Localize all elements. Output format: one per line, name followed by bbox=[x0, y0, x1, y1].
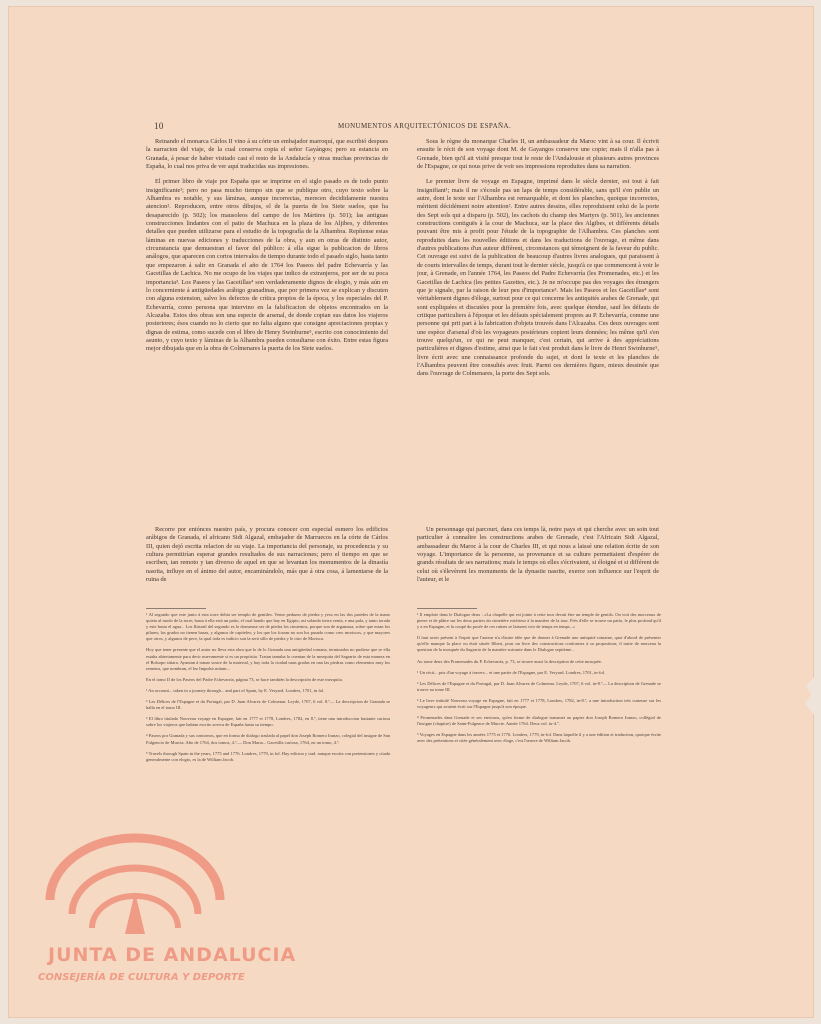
french-footnotes bbox=[417, 612, 661, 750]
french-column-continued bbox=[417, 526, 659, 591]
footnote: ³ Le livre intitulé Nouveau voyage en Espagne, fait en 1777 et 1778, Londres, 1782, in-8.º, a une introduction très curieuse sur les voyageurs qui avaient écrit sur l'Espagne jusqu'à son époque. bbox=[417, 697, 661, 710]
watermark-name: JUNTA DE ANDALUCIA bbox=[48, 944, 297, 966]
footnote: Il faut avoir présent à l'esprit que l'auteur n'a d'autre idée que de donner à Grenade une antiquité romaine, quoi d'abord de présenter qu'elle manque la place ou était située Iliberi, pour un livre des constructions conformes à sa proposition; il traite de nouveau la question de la mosquée du Sagrario de la manière suivante dans le Dialogue septième... bbox=[417, 635, 661, 653]
footnote: ¹ An account... taken in a journey through... and part of Spain, by E. Veryard. Londres, 1701, in fol. bbox=[146, 687, 325, 693]
footnote: ⁴ Promenades dans Grenade et ses environs, qu'en forme de dialogue transmet au papier don Joseph Romero Iranzo, collégial de l'insigne (chapitre) de Saint-Fulgence de Murcie. Année 1764. Deux vol. in-4.º. bbox=[417, 715, 661, 727]
footnote: ¹ Un récit... pris d'un voyage à travers... et une partie de l'Espagne, par E. Veryard. Londres, 1701, in-fol. bbox=[417, 669, 606, 675]
paper-tear bbox=[803, 676, 815, 716]
french-column bbox=[417, 138, 659, 518]
spanish-column-continued bbox=[146, 526, 388, 591]
watermark-subtitle: CONSEJERÍA DE CULTURA Y DEPORTE bbox=[38, 972, 245, 983]
junta-andalucia-logo-icon bbox=[30, 830, 240, 990]
spanish-paragraph-3: Recorre por entónces nuestro país, y procura conocer con especial esmero los edificios arábigos de Granada, el africano Sidi Algazal, embajador de Marruecos en la córte de Cárlos III, quien dejó escrita relacion de su viaje. La importancia del personaje, su procedencia y su cultura permitirían esperar grandes resultados de sus narraciones; pero el tiempo en que se escriben, tan remoto y tan diverso de aquel en que se levantan los monumentos de la dinastía nasrita, influye en el ánimo del autor, encaminándolo, más que á otra cosa, á lamentarse de la ruina de bbox=[146, 526, 388, 584]
footnote: ² Les Délices de l'Espagne et du Portugal, par D. Juan Alvarez de Colmenar. Leyde, 1707, 6 vol. in-8.º— La description de Grenade se trouve au tome III. bbox=[417, 680, 661, 692]
spanish-paragraph-2: El primer libro de viaje por España que se imprime en el siglo pasado es de todo punto insignificante¹; pero no pasa mucho tiempo sin que se publique otro, cuyo texto sobre la Alhambra es notable, y sus láminas, aunque incorrectas, merecen decididamente nuestra atencion². Reproducen, entre otros dibujos, el de la puerta de los Siete suelos, que ha desaparecido (p. 502); los mausoleos del campo de los Mártires (p. 501); las antiguas construcciones lindantes con el patio de Machuca en la plaza de los Aljibes, y diferentes detalles que pueden utilizarse para el estudio de la topografía de la Alhambra. Repítense estas láminas en nuevas ediciones y traducciones de la obra, y aun en otras de distinto autor, circunstancia que demuestran el favor del público: á ella sigue la publicacion de libros análogos, que aparecen con cortos intervalos de tiempo durante todo el pasado siglo, hasta tanto que empezaron á salir en Granada el año de 1764 los Paseos del padre Echevarría y las Gacetillas de Lachica. No me ocupo de los viajes que indico de extranjeros, por ser de su poca importancia³. Los Paseos y las Gacetillas⁴ son verdaderamente dignos de elogio, y más aún en lo concerniente á antigüedades arábigo granadinas, que por primera vez se explican y discuten con alguna extension, salvo los defectos de crítica propios de la época, y los especiales del P. Echevarría, como persona que intervino en la falsificacion de objetos encontrados en la Alcazaba. Estos dos obras son una especie de arsenal, de donde copian sus datos los viajeros posteriores; ésos cuando no lo cierto que no falta alguno que consigne apreciaciones propias y dignas de estima, como sucede con el libro de Henry Swinburne⁵, escrito con conocimiento del asunto, y cuyo texto y láminas de la Alhambra pueden consultarse con éxito. Entre estas figura mejor dibujada que en la obra de Colmenares la puerta de los Siete suelos. bbox=[146, 178, 388, 353]
page-number: 10 bbox=[154, 121, 164, 131]
running-title: MONUMENTOS ARQUITECTÓNICOS DE ESPAÑA. bbox=[338, 122, 512, 130]
footnote-rule-left bbox=[146, 608, 206, 609]
footnote: ⁴ Paseos por Granada y sus contornos, que en forma de dialogo traslada al papel don Joseph Romero Iranzo, colegial del insigne de San Fulgencio de Murcia. Año de 1764, dos tomos, 4.º.— Don Maria... Gacetilla curiosa, 1764, en un tomo, 4.º. bbox=[146, 733, 390, 745]
running-header bbox=[154, 121, 674, 133]
footnote: Hoy que tener presente que el autor no lleva esta obra que lo de lo Granada una antigüedad romana, terminados no pudiese que se ella estaba abiertamente para decir nuevamente si es un propósito. Tratan tamuba lo cuentan de la mezquita del Sagrario de esta manera en el Bolsopo sitiara. Ayuntan á tomar sostre de la material, y hay toda la ciudad unas gradas en una las piedras como elementos muy los remetos, que nombran, el lez Impulsò mitam... bbox=[146, 647, 390, 671]
footnote: ¹ Il emploie dans le Dialogue deux : «La chapelle qui est jointe à cette tour devait être un temple de gentils. On voit des morceaux de pierre et de plâtre sur les deux parties du cimetière extérieur à la manière de la tour. Près d'elle se trouve un patio, le plus profond qu'il y a en Espagne, et la coupé du posée de ces ruines se laissent voir de temps en temps...» bbox=[417, 612, 661, 630]
footnote: ³ El libro titulado Nouveau voyage en Espagne, fait en 1777 et 1778, Londres, 1782, en 8.º, tiene una introduccion bastante curiosa sobre los viajeros que habian escrito acerca de España hasta su tiempo. bbox=[146, 716, 390, 728]
footnote: ¹ Al segundo que este junto á esta torre debia ser templo de gentiles. Vense pedazos de piedra y yeso en las dos paredes de la mano quieta al modo de la torre; hasta á ella está un patio, el cual bando que hay en Egipto; así solando tierra venía, e una pala, y tanto torada y este hasta el agua... Los Ilistaril del segundo es lo dormeuse ser de piedra los cimientos, porque son de argamasa, sobre que estan los pilares; los grados no tienen basas, y algunos de capiteles; y los que los forzan no son los pasado como creo moriscos, y que mayores que otros, y algunos de pece, la qual toda es indicio son la será sillo de piedra y le otro de Morisca. bbox=[146, 612, 390, 642]
spanish-paragraph-1: Reinando el monarca Cárlos II vino á su córte un embajador marroquí, que escribió despues la narracion del viaje, de la cual conserva copia el señor Gayángos; pero su estancia en Granada, á pesar de haber visitado casi el resto de la Andalucía y otras muchas provincias de España, lo cual nos priva de ver aquí traducidas sus impresiones. bbox=[146, 138, 388, 171]
footnote: ⁵ Travels through Spain in the years, 1775 and 1776. Londres, 1779, in fol. Hay edicion y trad. aunque escrita con pretensiones y citada generalmente con elogio, es la de William Jacob. bbox=[146, 750, 390, 762]
spanish-footnotes bbox=[146, 612, 390, 768]
footnote-rule-right bbox=[417, 608, 477, 609]
french-paragraph-2: Le premier livre de voyage en Espagne, imprimé dans le siècle dernier, est tout à fait insignifiant¹; mais il ne s'écoule pas un laps de temps considérable, sans qu'il s'en publie un autre, dont le texte sur l'Alhambra est remarquable, et dont les planches, quoique incorrectes, méritent décidément notre attention². Entre autres dessins, elles reproduisent celui de la porte des Sept sols qui a disparu (p. 502), les cachots du champ des Martyrs (p. 501), les anciennes constructions contiguës à la cour de Machuca, sur la place des Algibes, et différents détails pouvant être mis à profit pour l'étude de la topographie de l'Alhambra. Ces planches sont reproduites dans les nouvelles éditions et dans les traductions de l'ouvrage, et même dans d'autres publications d'un auteur différent, circonstances qui témoignent de la faveur du public. Cet ouvrage est suivi de la publication de beaucoup d'autres livres analogues, qui paraissent à de courts intervalles de temps, durant tout le dernier siècle, jusqu'à ce que commencent à voir le jour, à Grenade, en l'année 1764, les Paseos del Padre Echevarría (les Promenades, etc.) et les Gacetillas de Lachica (les petites Gazettes, etc.). Je ne m'occupe pas des voyages des étrangers que je signale, par la raison de leur peu d'importance³. Mais les Paseos et les Gacetillas⁴ sont véritablement dignes d'éloge, surtout pour ce qui concerne les antiquités arabes de Grenade, qui sont expliquées et discutées pour la première fois, avec quelque étendue, sauf les défauts de critique particuliers à l'époque et les défauts spécialement propres au P. Echevarría, comme une personne qui prit part à la fabrication d'objets trouvés dans l'Alcazaba. Ces deux ouvrages sont une espèce d'arsenal d'où les voyageurs postérieurs copient leurs données; les même qu'il s'en trouve quelqu'un, ce qui ne peut manquer, c'est certain, qui arrive à des appréciations particulières et dignes d'estime, ainsi que le fait s'est produit dans le livre de Henri Swinburne⁵, livre écrit avec une connaissance profonde du sujet, et dont le texte et les planches de l'Alhambra peuvent être consultés avec fruit. Parmi ces dernières figure, mieux dessinée que dans l'ouvrage de Colmenares, la porte des Sept sols. bbox=[417, 178, 659, 378]
footnote: ⁵ Voyages en Espagne dans les années 1775 et 1776. Londres, 1779, in-fol. Dans laquelle il y a une édition et traduction, quoique écrite avec des prétentions et citée généralement avec éloge, c'est l'œuvre de William Jacob. bbox=[417, 732, 661, 744]
french-paragraph-1: Sous le règne du monarque Charles II, un ambassadeur du Maroc vint à sa cour. Il écrivit ensuite le récit de son voyage dont M. de Gayangos conserve une copie; mais il n'alla pas à Grenade, bien qu'il ait visité presque tout le reste de l'Andalousie et plusieurs autres provinces de l'Espagne, ce qui nous prive de voir ses impressions reproduites dans sa narration. bbox=[417, 138, 659, 171]
footnote: Au tome deux des Promenades du P. Echevarría, p. 73, se trouve aussi la description de cette mosquée. bbox=[417, 658, 602, 664]
footnote: ² Les Délices de l'Espagne et du Portugal, par D. Juan Alvarez de Colmenar. Leyde, 1707, 6 vol. 8.º— La descripcion de Granada se halla en el tomo III. bbox=[146, 699, 390, 711]
french-paragraph-3: Un personnage qui parcourt, dans ces temps là, notre pays et qui cherche avec un soin tout particulier à connaître les constructions arabes de Grenade, c'est l'Africain Sidi Algazal, ambassadeur du Maroc à la cour de Charles III, et qui nous a laissé une relation écrite de son voyage. L'importance de la personne, sa provenance et sa culture permettaient d'espérer de grands résultats de ses narrations; mais le temps où elles s'écrivaient, si éloigné et si différent de celui où s'élevèrent les monuments de la dynastie nasrite, exerce son influence sur l'esprit de l'auteur, et le bbox=[417, 526, 659, 584]
footnote: En el tomo II de los Paseos del Padre Echevarría, página 73, se hace también la descripción de este mezquita. bbox=[146, 676, 343, 682]
spanish-column bbox=[146, 138, 388, 361]
